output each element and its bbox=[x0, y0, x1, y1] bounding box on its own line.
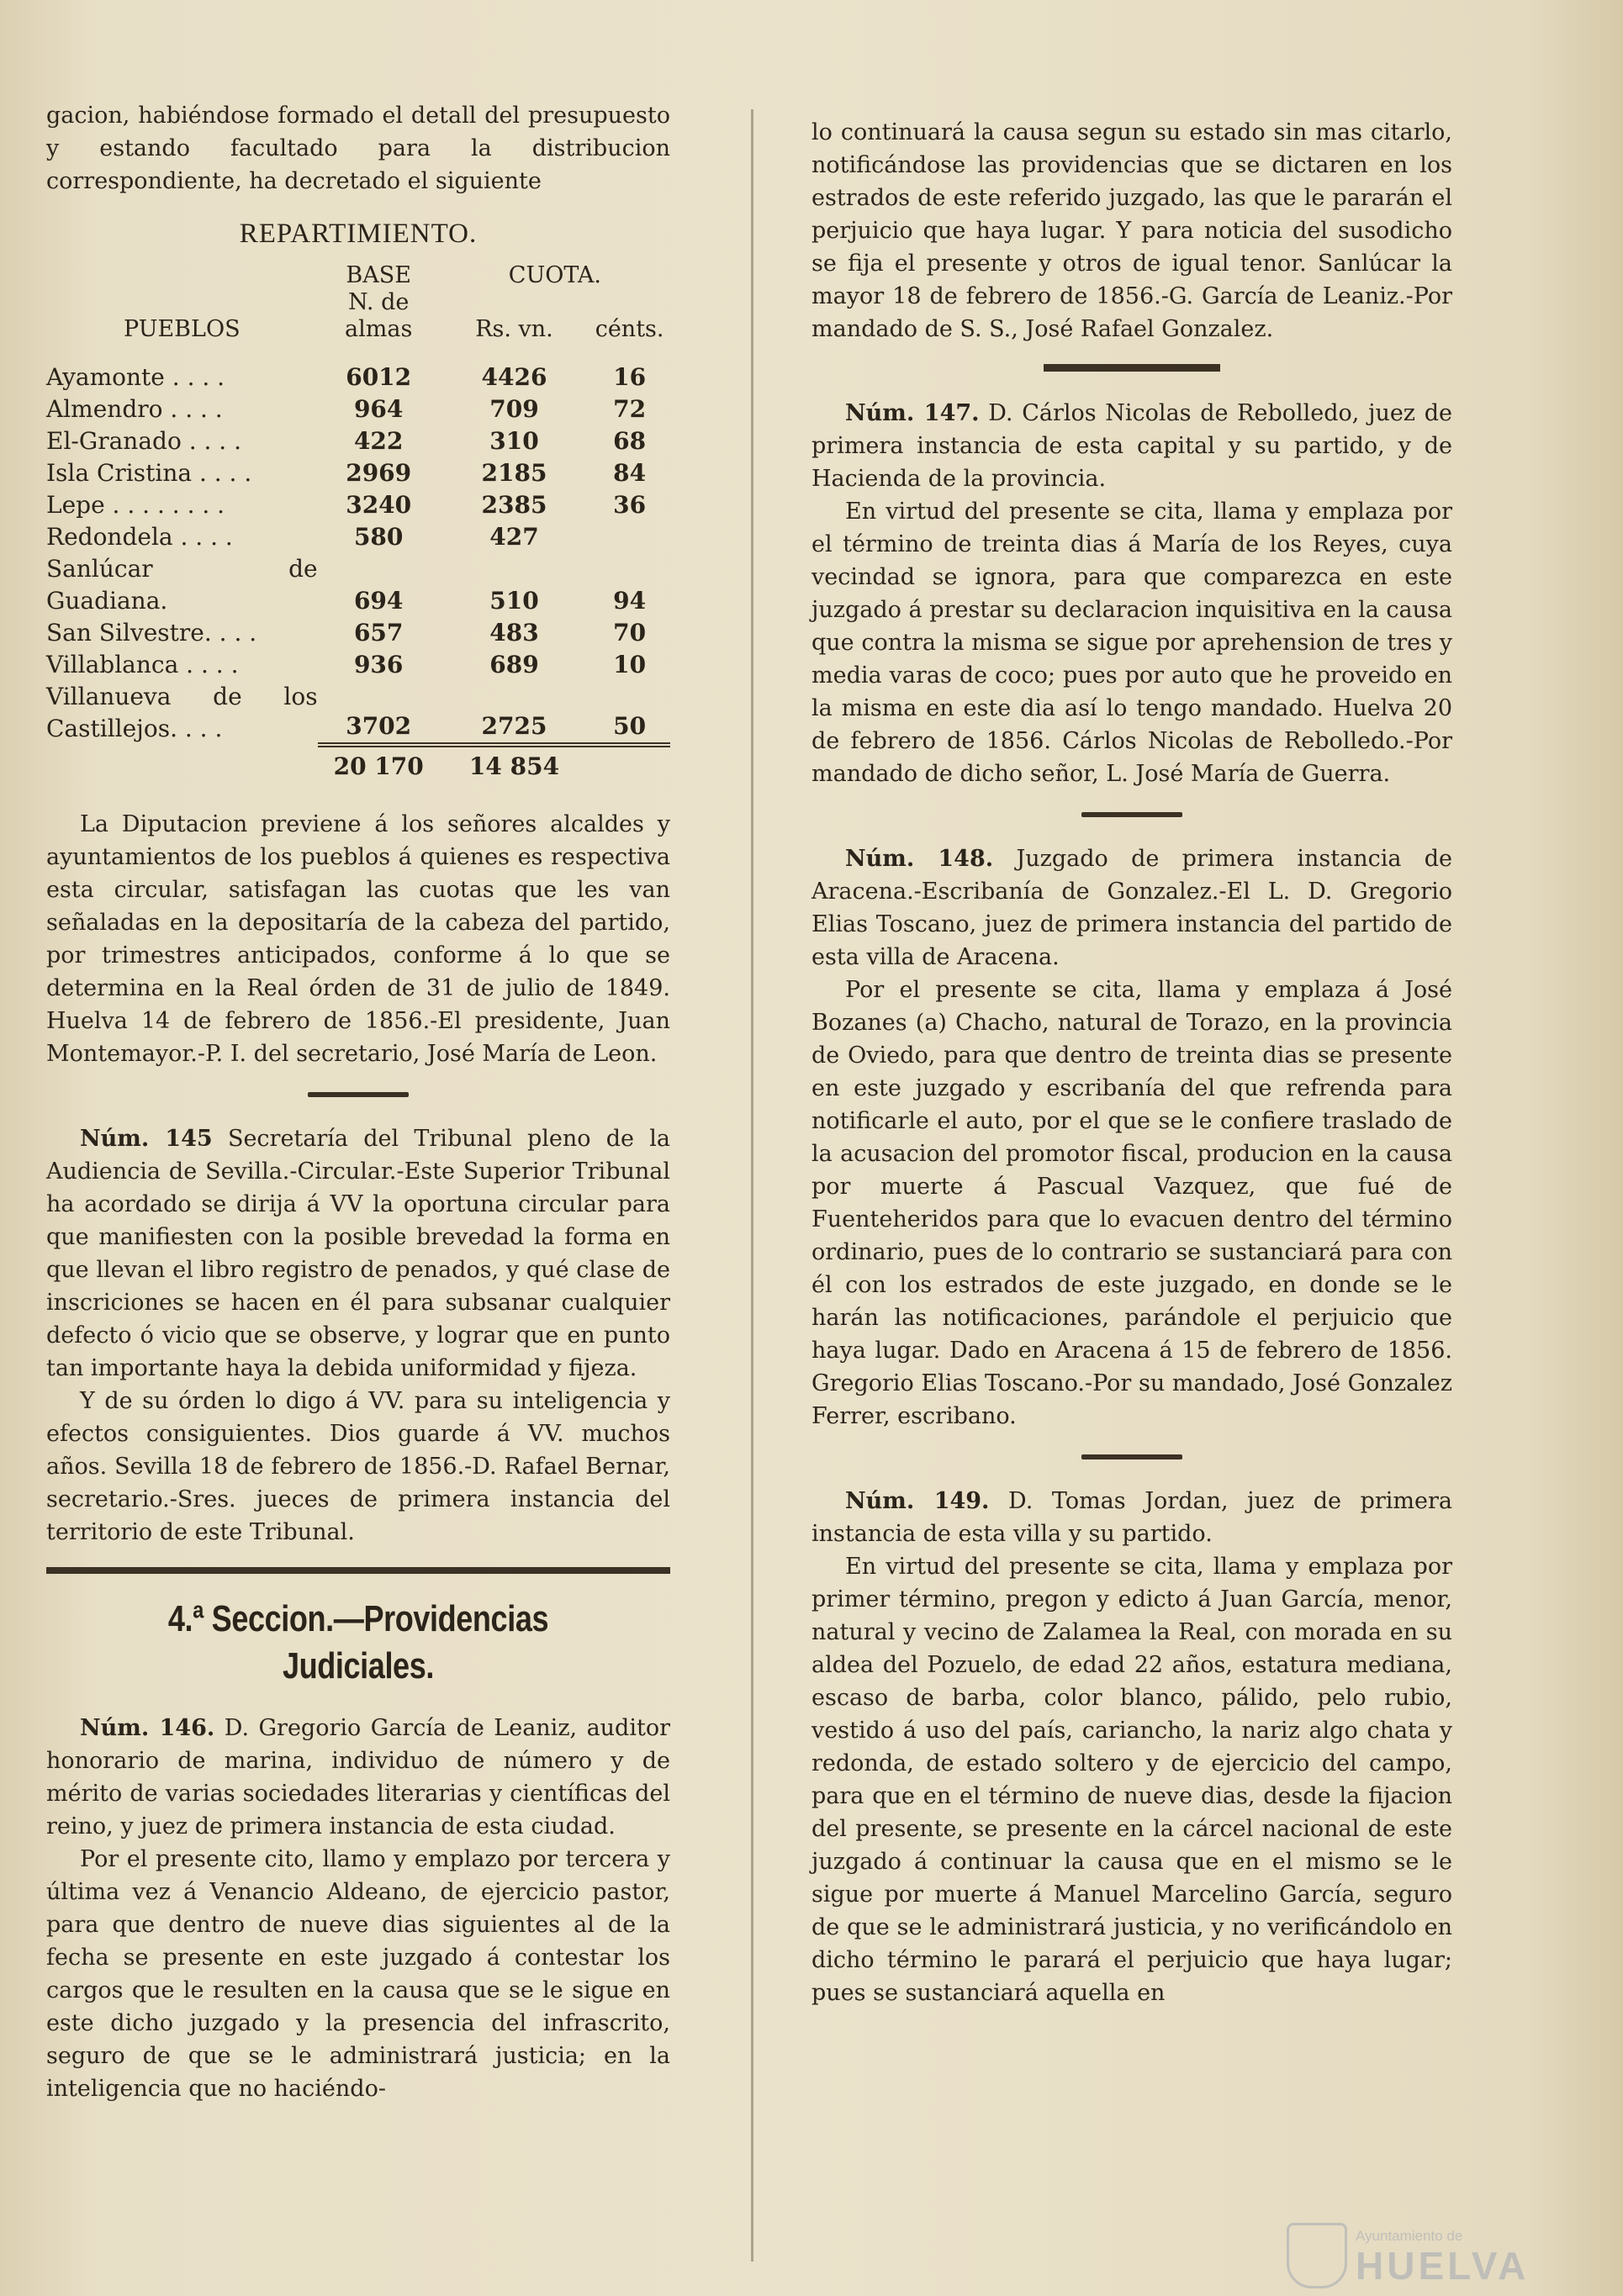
separator-rule bbox=[1081, 812, 1182, 817]
n146-text: D. Gregorio García de Leaniz, auditor honorario de marina, individuo de número y de mérito de varias sociedades literarias y científicas del reino, y juez de primera instancia de esta ciudad. bbox=[46, 1715, 670, 1839]
table-row bbox=[46, 649, 670, 681]
table-header-row bbox=[46, 262, 670, 289]
section-rule bbox=[46, 1567, 670, 1574]
header-pueblos: PUEBLOS bbox=[124, 316, 241, 342]
n147-text: D. Cárlos Nicolas de Rebolledo, juez de primera instancia de esta capital y su partido, y de Hacienda de la provincia. bbox=[812, 400, 1452, 492]
n145-paragraph-2: Y de su órden lo digo á VV. para su inteligencia y efectos consiguientes. Dios guarde á VV. muchos años. Sevilla 18 de febrero de 1856.-D. Rafael Bernar, secretario.-Sres. jueces de primera instancia del territorio de este Tribunal. bbox=[46, 1388, 670, 1545]
table-row bbox=[46, 521, 670, 553]
n149-text: D. Tomas Jordan, juez de primera instancia de esta villa y su partido. bbox=[812, 1488, 1452, 1547]
rs-cell: 483 bbox=[489, 619, 539, 647]
left-column bbox=[46, 99, 670, 2105]
pueblo-cell: San Silvestre. . . . bbox=[46, 619, 257, 647]
cents-cell: 10 bbox=[613, 651, 647, 678]
n145-number: Núm. 145 bbox=[80, 1126, 213, 1152]
base-cell: 580 bbox=[353, 523, 404, 551]
pueblo-cell: Redondela . . . . bbox=[46, 523, 233, 551]
pueblo-cell: Villablanca . . . . bbox=[46, 651, 239, 678]
rs-cell: 2385 bbox=[481, 491, 547, 519]
separator-rule bbox=[1081, 1454, 1182, 1459]
cents-cell: 36 bbox=[613, 491, 647, 519]
table-row bbox=[46, 425, 670, 457]
pueblo-cell: Almendro . . . . bbox=[46, 395, 223, 423]
cents-cell: 94 bbox=[613, 587, 647, 615]
cents-cell bbox=[589, 521, 670, 553]
base-cell: 6012 bbox=[346, 363, 412, 391]
n148-paragraph-2: Por el presente se cita, llama y emplaza á José Bozanes (a) Chacho, natural de Torazo, en la provincia de Oviedo, para que dentro de treinta dias se presente en este juzgado y escribanía del que refrenda para notificarle el auto, por el que se le confiere traslado de la acusacion del promotor fiscal, producion en la causa por muerte á Pascual Vazquez, que fué de Fuenteheridos para que lo evacuen dentro del término ordinario, pues de lo contrario se sustanciará para con él con los estrados de este juzgado, en donde se le harán las notificaciones, parándole el perjuicio que haya lugar. Dado en Aracena á 15 de febrero de 1856. Gregorio Elias Toscano.-Por su mandado, José Gonzalez Ferrer, escribano. bbox=[812, 977, 1452, 1429]
base-cell: 2969 bbox=[346, 459, 412, 487]
pueblo-cell: Ayamonte . . . . bbox=[46, 363, 225, 391]
header-cuota-rs: Rs. vn. bbox=[475, 316, 553, 342]
base-cell: 422 bbox=[353, 427, 404, 455]
n149-number: Núm. 149. bbox=[845, 1488, 990, 1514]
table-row bbox=[46, 393, 670, 425]
totals-row bbox=[46, 745, 670, 783]
table-row bbox=[46, 457, 670, 489]
header-cuota: CUOTA. bbox=[508, 262, 601, 288]
total-rs: 14 854 bbox=[440, 745, 589, 783]
rs-cell: 310 bbox=[489, 427, 539, 455]
table-row bbox=[46, 489, 670, 521]
total-base: 20 170 bbox=[318, 745, 440, 783]
pueblo-cell: El-Granado . . . . bbox=[46, 427, 242, 455]
n146-continuation: lo continuará la causa segun su estado sin mas citarlo, notificándose las providencias que se dictaren en los estrados de este referido juzgado, las que le pararán el perjuicio que haya lugar. Y para noticia del susodicho se fija el presente y otros de igual tenor. Sanlúcar la mayor 18 de febrero de 1856.-G. García de Leaniz.-Por mandado de S. S., José Rafael Gonzalez. bbox=[812, 119, 1452, 342]
n149-paragraph-2: En virtud del presente se cita, llama y emplaza por primer término, pregon y edicto á Juan García, menor, natural y vecino de Zalamea la Real, con morada en su aldea del Pozuelo, de edad 22 años, estatura mediana, escaso de barba, color blanco, pálido, pelo rubio, vestido á uso del país, cariancho, la nariz algo chata y redonda, de estado soltero y de ejercicio del campo, para que en el término de nueve dias, desde la fijacion del presente, se presente en la cárcel nacional de este juzgado á continuar la causa que en el mismo se le sigue por muerte á Manuel Marcelino García, seguro de que se le administrará justicia, y no verificándolo en dicho término le parará el perjuicio que haya lugar; pues se sustanciará aquella en bbox=[812, 1554, 1452, 2006]
pueblo-cell: Villanueva de los Castillejos. . . . bbox=[46, 683, 318, 742]
rs-cell: 689 bbox=[489, 651, 539, 678]
pueblo-cell: Isla Cristina . . . . bbox=[46, 459, 252, 487]
base-cell: 694 bbox=[353, 587, 404, 615]
separator-rule bbox=[1044, 364, 1220, 372]
table-row bbox=[46, 362, 670, 393]
cents-cell: 70 bbox=[613, 619, 647, 647]
table-row bbox=[46, 617, 670, 649]
cents-cell: 50 bbox=[613, 712, 647, 740]
repartimiento-table bbox=[46, 262, 670, 783]
right-column bbox=[812, 116, 1452, 2009]
n147-paragraph-2: En virtud del presente se cita, llama y emplaza por el término de treinta dias á María de los Reyes, cuya vecindad se ignora, para que comparezca en este juzgado á prestar su declaracion inquisitiva en la causa que contra la misma se sigue por aprehension de tres y media varas de coco; pues por auto que he proveido en la misma en este dia así lo tengo mandado. Huelva 20 de febrero de 1856. Cárlos Nicolas de Rebolledo.-Por mandado de dicho señor, L. José María de Guerra. bbox=[812, 499, 1452, 787]
header-base: BASE bbox=[346, 262, 411, 288]
cents-cell: 16 bbox=[613, 363, 647, 391]
rs-cell: 510 bbox=[489, 587, 539, 615]
n148-number: Núm. 148. bbox=[845, 846, 994, 872]
coat-of-arms-icon bbox=[1287, 2223, 1347, 2288]
intro-paragraph: gacion, habiéndose formado el detall del presupuesto y estando facultado para la distribucion correspondiente, ha decretado el siguiente bbox=[46, 103, 670, 194]
rs-cell: 709 bbox=[489, 395, 539, 423]
base-cell: 657 bbox=[353, 619, 404, 647]
header-cuota-cents: cénts. bbox=[595, 316, 664, 342]
watermark-big-text: HUELVA bbox=[1356, 2244, 1530, 2288]
pueblo-cell: Lepe . . . . . . . . bbox=[46, 491, 225, 519]
n148-paragraph bbox=[812, 842, 1452, 974]
n149-paragraph bbox=[812, 1485, 1452, 1550]
n147-paragraph bbox=[812, 397, 1452, 495]
diputacion-paragraph: La Diputacion previene á los señores alcaldes y ayuntamientos de los pueblos á quienes es respectiva esta circular, satisfagan las cuotas que les van señaladas en la depositaría de la cabeza del partido, por trimestres anticipados, conforme á lo que se determina en la Real órden de 31 de julio de 1849. Huelva 14 de febrero de 1856.-El presidente, Juan Montemayor.-P. I. del secretario, José María de Leon. bbox=[46, 811, 670, 1067]
base-cell: 3240 bbox=[346, 491, 412, 519]
repartimiento-title: REPARTIMIENTO. bbox=[239, 219, 478, 249]
watermark-small-text: Ayuntamiento de bbox=[1356, 2228, 1463, 2244]
rs-cell: 2185 bbox=[481, 459, 547, 487]
separator-rule bbox=[308, 1092, 409, 1097]
base-cell: 964 bbox=[353, 395, 404, 423]
n146-paragraph bbox=[46, 1712, 670, 1843]
cents-cell: 68 bbox=[613, 427, 647, 455]
table-row bbox=[46, 681, 670, 745]
n146-paragraph-2: Por el presente cito, llamo y emplazo por tercera y última vez á Venancio Aldeano, de ejercicio pastor, para que dentro de nueve dias siguientes al de la fecha se presente en este juzgado á contestar los cargos que le resulten en la causa que se le sigue en este dicho juzgado y la presencia del infrascrito, seguro de que se le administrará justicia; en la inteligencia que no haciéndo- bbox=[46, 1846, 670, 2102]
column-divider bbox=[751, 109, 753, 2262]
n146-number: Núm. 146. bbox=[80, 1715, 215, 1741]
rs-cell: 4426 bbox=[481, 363, 547, 391]
cents-cell: 84 bbox=[613, 459, 647, 487]
n147-number: Núm. 147. bbox=[845, 400, 980, 426]
n145-paragraph bbox=[46, 1122, 670, 1385]
base-cell: 3702 bbox=[346, 712, 412, 740]
pueblo-cell: Sanlúcar de Guadiana. bbox=[46, 555, 318, 615]
huelva-watermark bbox=[1278, 2219, 1589, 2287]
table-row bbox=[46, 553, 670, 617]
rs-cell: 2725 bbox=[481, 712, 547, 740]
header-base-sub: N. de almas bbox=[345, 289, 413, 342]
n148-text: Juzgado de primera instancia de Aracena.-Escribanía de Gonzalez.-El L. D. Gregorio Elias Toscano, juez de primera instancia del partido de esta villa de Aracena. bbox=[812, 846, 1452, 970]
section-title: 4.ª Seccion.—Providencias Judiciales. bbox=[167, 1598, 549, 1686]
cents-cell: 72 bbox=[613, 395, 647, 423]
n145-text: Secretaría del Tribunal pleno de la Audiencia de Sevilla.-Circular.-Este Superior Tribunal ha acordado se dirija á VV la oportuna circular para que manifiesten con la posible brevedad la forma en que llevan el libro registro de penados, y qué clase de inscriciones se hacen en él para subsanar cualquier defecto ó vicio que se observe, y lograr que en punto tan importante haya la debida uniformidad y fijeza. bbox=[46, 1126, 670, 1381]
base-cell: 936 bbox=[353, 651, 404, 678]
rs-cell: 427 bbox=[489, 523, 539, 551]
